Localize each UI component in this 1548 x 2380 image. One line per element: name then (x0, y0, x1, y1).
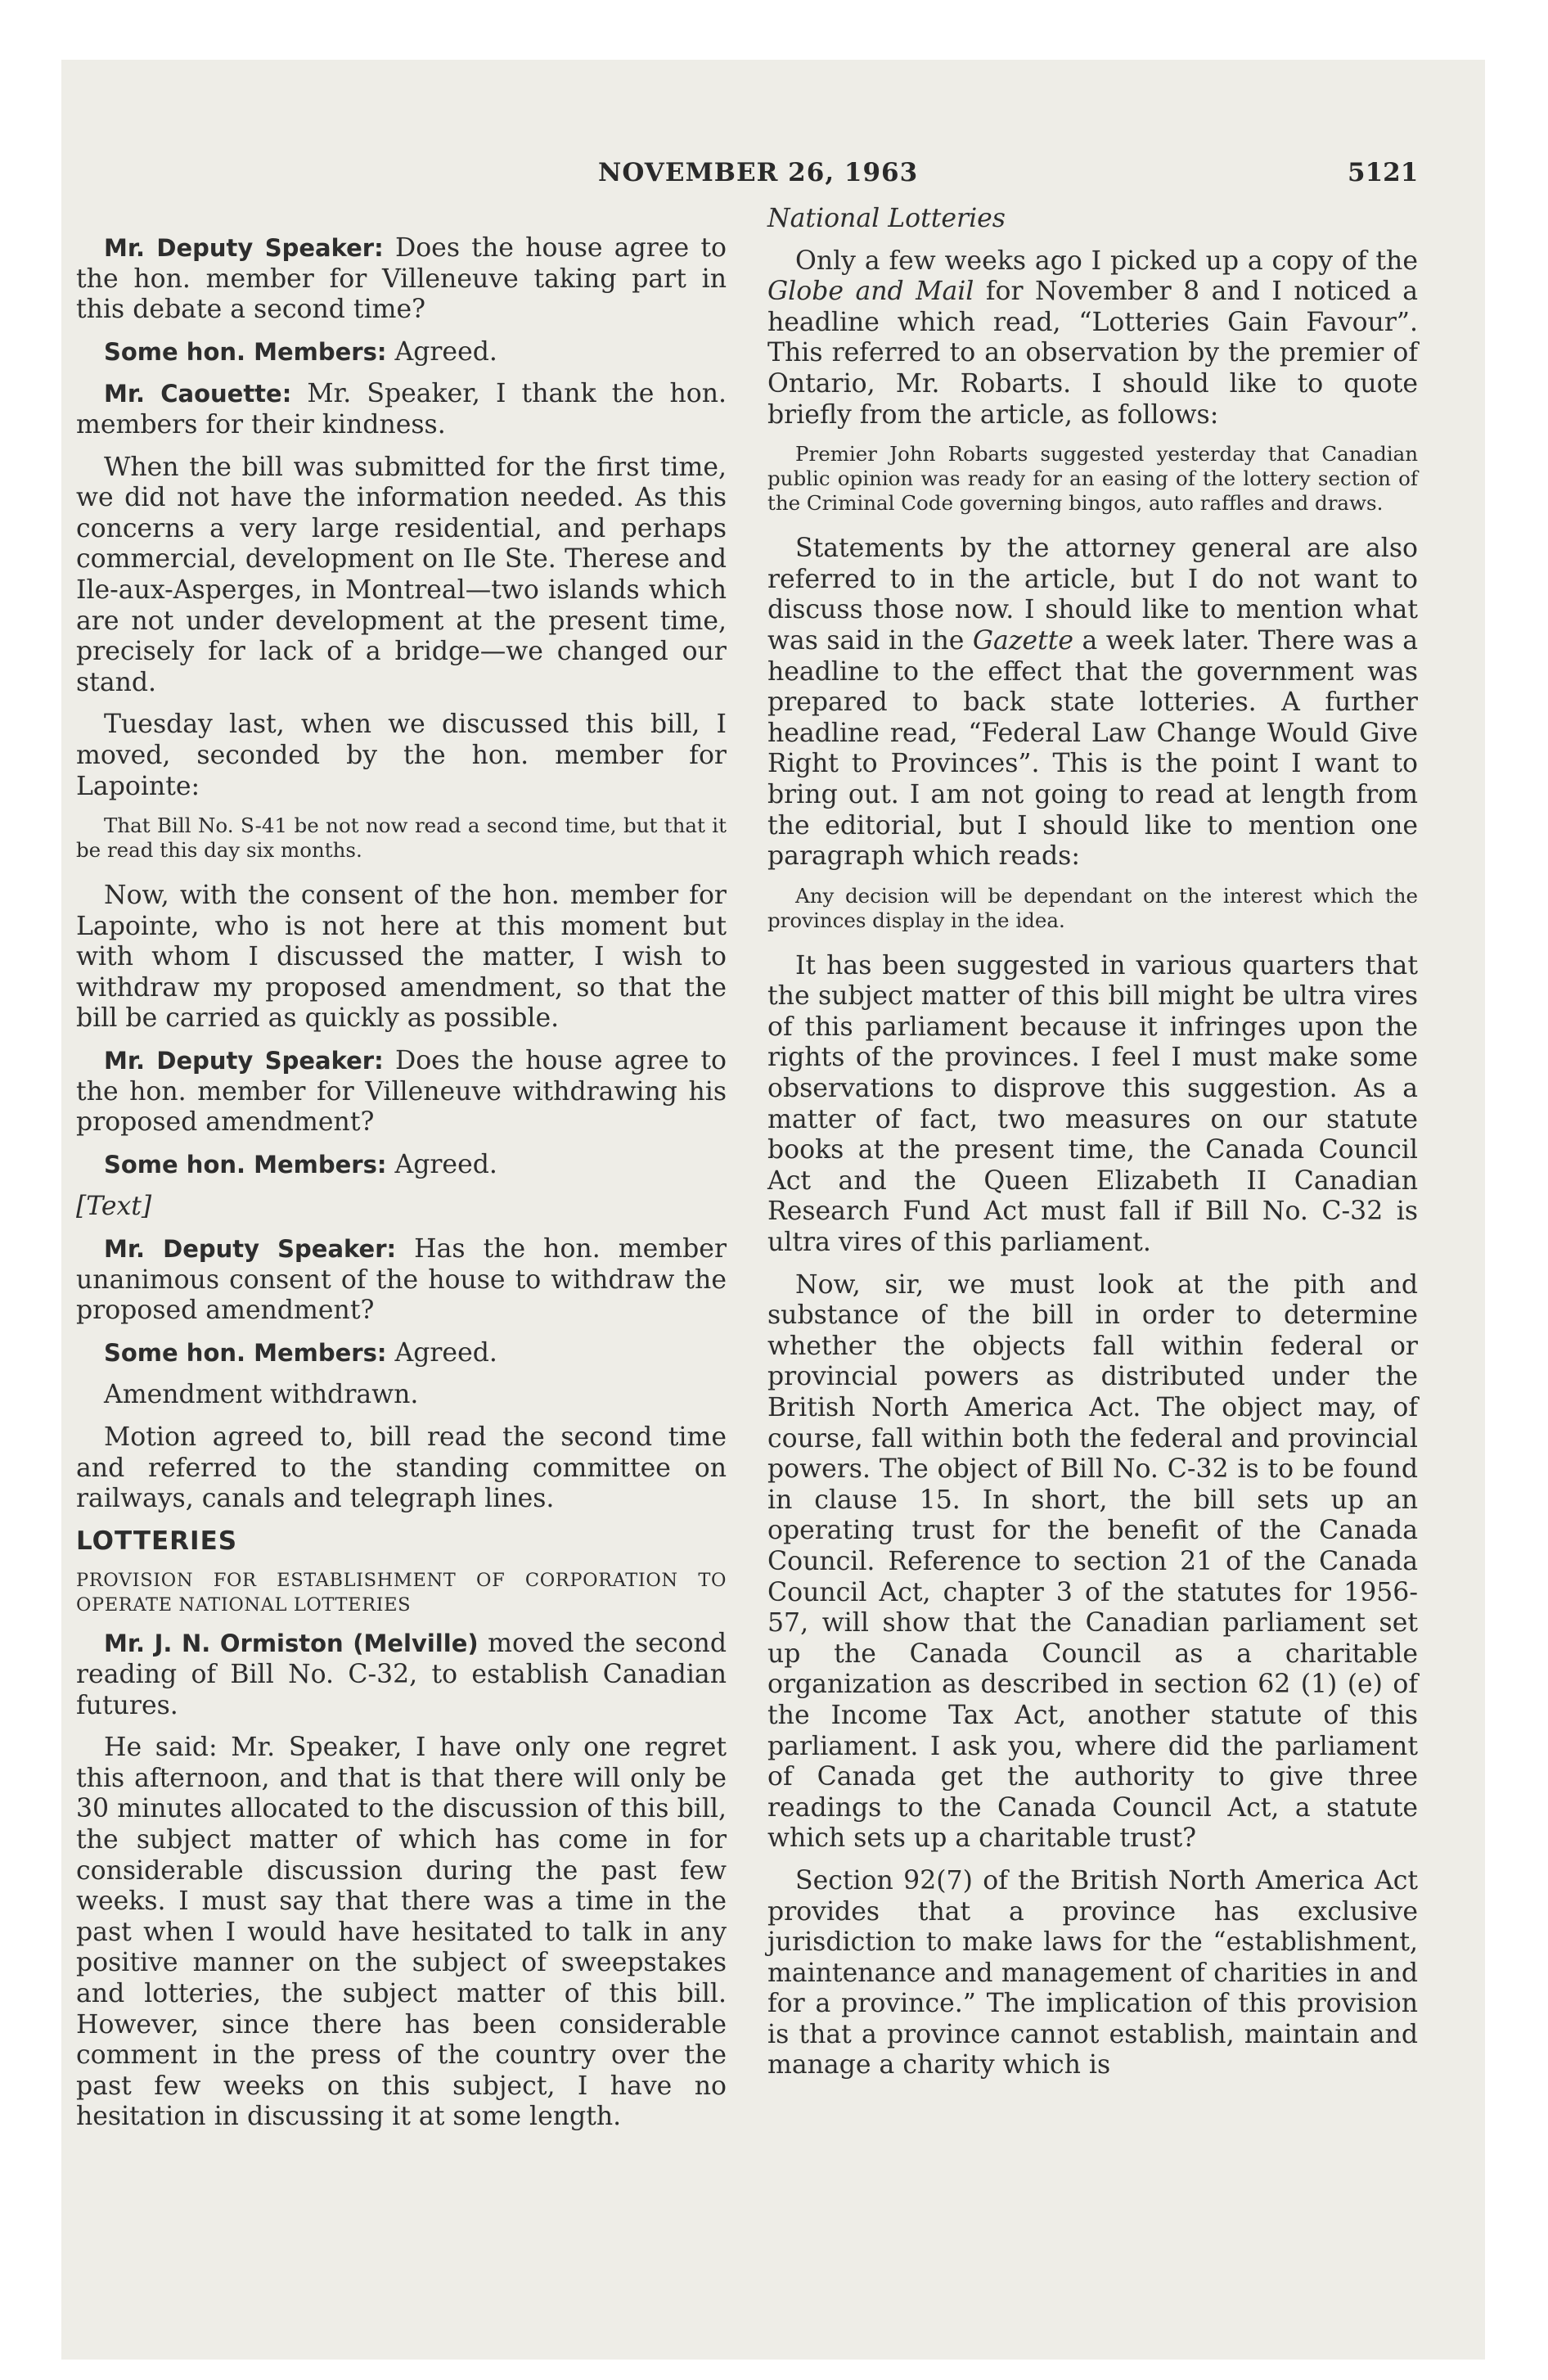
speaker-name: Some hon. Members: (104, 1150, 387, 1179)
speech-text: Agreed. (386, 1337, 497, 1368)
speech-text: Agreed. (386, 336, 497, 367)
left-column (76, 233, 727, 2144)
page-header (61, 158, 1485, 199)
block-quote: That Bill No. S-41 be not now read a second time, but that it be read this day six months. (76, 814, 727, 863)
paragraph (76, 1046, 727, 1138)
right-column (767, 204, 1418, 2093)
speech-text: Has the hon. member unanimous consent of the house to withdraw the proposed amendment? (76, 1234, 727, 1326)
running-head: National Lotteries (767, 204, 1006, 233)
speaker-name: Mr. J. N. Ormiston (Melville) (104, 1629, 479, 1658)
speech-text: Mr. Speaker, I thank the hon. members for their kindness. (76, 379, 727, 439)
newspaper-title: Gazette (972, 625, 1074, 656)
paragraph (76, 379, 727, 440)
paragraph: Section 92(7) of the British North America Act provides that a province has exclusive jurisdiction to make laws for the “establishment, maintenance and management of charities in and for a province.” The implication of this provision is that a province cannot establish, maintain and manage a charity which is (767, 1865, 1418, 2080)
paragraph: He said: Mr. Speaker, I have only one regret this afternoon, and that is that there will only be 30 minutes allocated to the discussion of this bill, the subject matter of which has come in for considerable discussion during the past few weeks. I must say that there was a time in the past when I would have hesitated to talk in any positive manner on the subject of sweepstakes and lotteries, the subject matter of this bill. However, since there has been considerable comment in the press of the country over the past few weeks on this subject, I have no hesitation in discussing it at some length. (76, 1733, 727, 2132)
speech-text: Does the house agree to the hon. member for Villeneuve withdrawing his proposed amendment? (76, 1046, 727, 1138)
speech-text: a week later. There was a headline to the effect that the government was prepared to back state lotteries. A further headline read, “Federal Law Change Would Give Right to Provinces”. This is the point I want to bring out. I am not going to read at length from the editorial, but I should like to mention one paragraph which reads: (767, 625, 1418, 872)
header-date: NOVEMBER 26, 1963 (598, 158, 919, 187)
paragraph (76, 1338, 727, 1369)
speech-text: Agreed. (386, 1149, 497, 1179)
block-quote: Premier John Robarts suggested yesterday that Canadian public opinion was ready for an easing of the lottery section of the Criminal Code governing bingos, auto raffles and draws. (767, 442, 1418, 516)
block-quote: Any decision will be dependant on the interest which the provinces display in the idea. (767, 883, 1418, 932)
section-subtitle: PROVISION FOR ESTABLISHMENT OF CORPORATION TO OPERATE NATIONAL LOTTERIES (76, 1570, 727, 1616)
paragraph (76, 1234, 727, 1327)
paragraph: It has been suggested in various quarters that the subject matter of this bill might be ultra vires of this parliament because it infringes upon the rights of the provinces. I feel I must make some observations to disprove this suggestion. As a matter of fact, two measures on our statute books at the present time, the Canada Council Act and the Queen Elizabeth II Canadian Research Fund Act must fall if Bill No. C-32 is ultra vires of this parliament. (767, 950, 1418, 1258)
speaker-name: Some hon. Members: (104, 1338, 387, 1367)
section-title: LOTTERIES (76, 1526, 238, 1556)
paragraph (767, 246, 1418, 431)
paragraph: Now, sir, we must look at the pith and substance of the bill in order to determine whether the objects fall within federal or provincial powers as distributed under the British North America Act. The object may, of course, fall within both the federal and provincial powers. The object of Bill No. C-32 is to be found in clause 15. In short, the bill sets up an operating trust for the benefit of the Canada Council. Reference to section 21 of the Canada Council Act, chapter 3 of the statutes for 1956-57, will show that the Canadian parliament set up the Canada Council as a charitable organization as described in section 62 (1) (e) of the Income Tax Act, another statute of this parliament. I ask you, where did the parliament of Canada get the authority to give three readings to the Canada Council Act, a statute which sets up a charitable trust? (767, 1269, 1418, 1854)
paragraph (76, 1629, 727, 1721)
speaker-name: Mr. Deputy Speaker: (104, 1235, 397, 1264)
paragraph: Now, with the consent of the hon. member for Lapointe, who is not here at this moment but with whom I discussed the matter, I wish to withdraw my proposed amendment, so that the bill be carried as quickly as possible. (76, 881, 727, 1034)
speaker-name: Mr. Deputy Speaker: (104, 1047, 384, 1075)
speech-text: Only a few weeks ago I picked up a copy of the (795, 246, 1418, 276)
paragraph (767, 534, 1418, 872)
speech-text: Statements by the attorney general are also referred to in the article, but I do not want to discuss those now. I should like to mention what was said in the (767, 534, 1418, 656)
speech-text: for November 8 and I noticed a headline which read, “Lotteries Gain Favour”. This referred to an observation by the premier of Ontario, Mr. Robarts. I should like to quote briefly from the article, as follows: (767, 277, 1418, 430)
paragraph (76, 233, 727, 326)
language-tag: [Text] (76, 1192, 152, 1222)
paragraph (76, 1150, 727, 1181)
speaker-name: Mr. Caouette: (104, 380, 292, 408)
speaker-name: Some hon. Members: (104, 337, 387, 366)
paragraph (76, 337, 727, 368)
paragraph: When the bill was submitted for the first time, we did not have the information needed. As this concerns a very large residential, and perhaps commercial, development on Ile Ste. Therese and Ile-aux-Asperges, in Montreal—two islands which are not under development at the present time, precisely for lack of a bridge—we changed our stand. (76, 452, 727, 697)
speaker-name: Mr. Deputy Speaker: (104, 234, 384, 262)
speech-text: Does the house agree to the hon. member for Villeneuve taking part in this debate a second time? (76, 233, 727, 325)
newspaper-title: Globe and Mail (767, 277, 974, 307)
paragraph: Tuesday last, when we discussed this bill, I moved, seconded by the hon. member for Lapointe: (76, 710, 727, 801)
paragraph: Amendment withdrawn. (104, 1380, 419, 1410)
paragraph: Motion agreed to, bill read the second time and referred to the standing committee on railways, canals and telegraph lines. (76, 1422, 727, 1514)
speech-text: moved the second reading of Bill No. C-32, to establish Canadian futures. (76, 1629, 727, 1720)
hansard-page (61, 60, 1485, 2360)
header-page-number: 5121 (1348, 158, 1419, 187)
